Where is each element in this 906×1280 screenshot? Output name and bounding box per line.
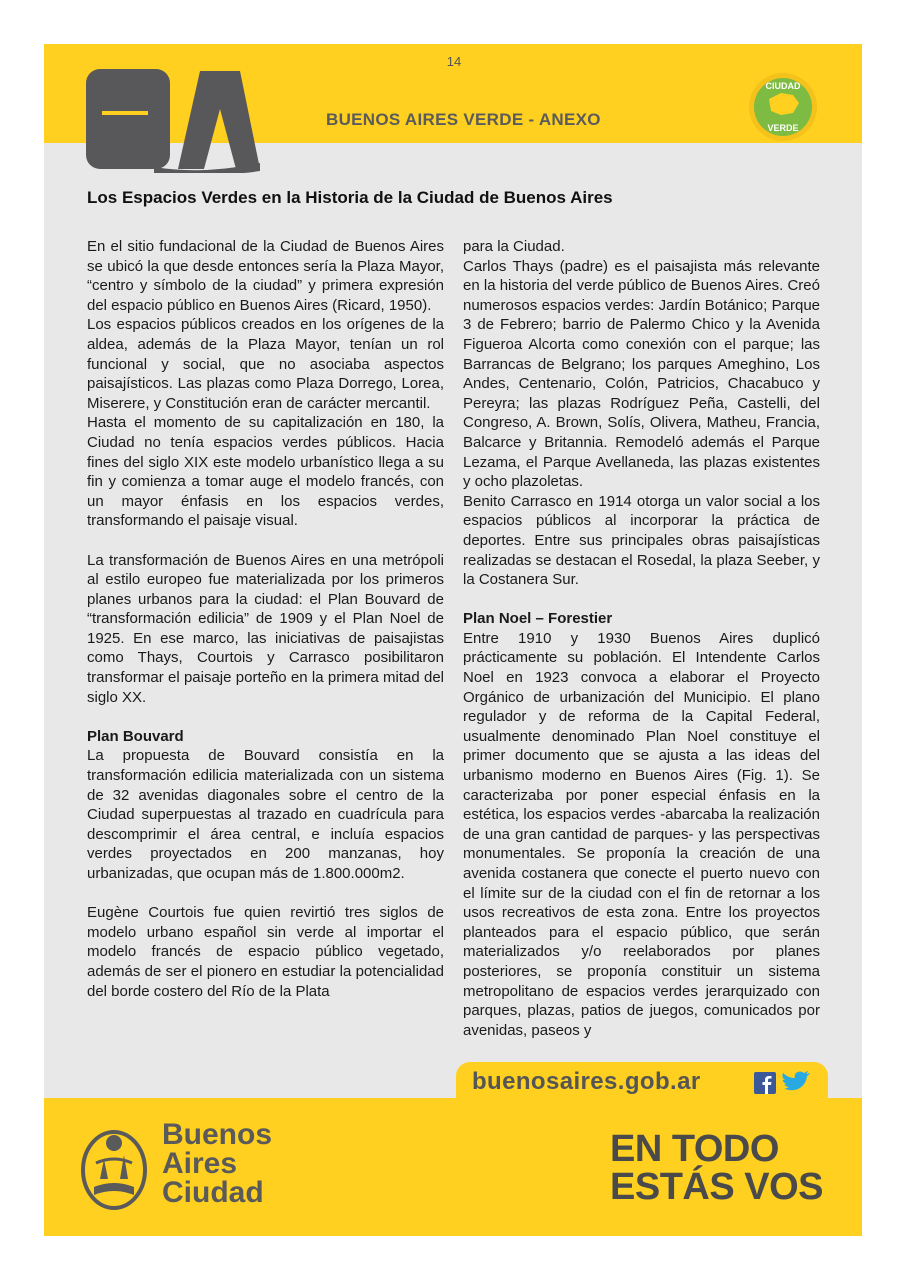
paragraph: La transformación de Buenos Aires en una metrópoli al estilo europeo fue materializada por los primeros planes urbanos para la ciudad: el Plan Bouvard de “transformación edilicia” de 1909 y el Plan Noel de 1925. En ese marco, las iniciativas de paisajistas como Thays, Courtois y Carrasco posibilitaron transformar el paisaje porteño en la primera mitad del siglo XX. [87,551,444,706]
left-column [87,237,444,1001]
ba-logo [84,67,260,173]
slogan [610,1130,823,1206]
page-header [44,44,862,143]
paragraph: Benito Carrasco en 1914 otorga un valor social a los espacios públicos al incorporar la práctica de deportes. Entre sus principales obras paisajísticas realizadas se destacan el Rosedal, la plaza Seeber, y la Costanera Sur. [463,492,820,589]
buenos-aires-ciudad-wordmark [162,1120,272,1207]
brand-line: Aires [162,1147,238,1180]
spacer [463,590,820,610]
paragraph: Hasta el momento de su capitalización en 180, la Ciudad no tenía espacios verdes públicos. Hacia fines del siglo XIX este modelo urbanístico llega a su fin y comienza a tomar auge el modelo francés, con un mayor énfasis en los espacios verdes, transformando el paisaje visual. [87,414,444,530]
facebook-icon[interactable] [754,1072,776,1094]
slogan-line: ESTÁS VOS [610,1166,823,1208]
website-tab[interactable] [456,1062,828,1102]
paragraph: Eugène Courtois fue quien revirtió tres siglos de modelo urbano español sin verde al importar el modelo francés de espacio público vegetado, además de ser el pionero en estudiar la potencialidad del borde costero del Río de la Plata [87,904,444,1000]
city-emblem-icon [80,1125,148,1211]
paragraph: La propuesta de Bouvard consistía en la transformación edilicia materializada con un sistema de 32 avenidas diagonales sobre el centro de la Ciudad superpuestas al trazado en cuadrícula para descomprimir el área central, e incluía espacios verdes proyectados en 200 manzanas, hoy urbanizadas, que ocupan más de 1.800.000m2. [87,747,444,882]
paragraph: Entre 1910 y 1930 Buenos Aires duplicó prácticamente su población. El Intendente Carlos Noel en 1923 convoca a elaborar el Proyecto Orgánico de urbanización del Municipio. El plano regulador y de reforma de la Capital Federal, usualmente denominado Plan Noel constituye el primer documento que se ajusta a las ideas del urbanismo moderno en Buenos Aires (Fig. 1). Se caracterizaba por poner especial énfasis en la estética, los espacios verdes -abarcaba la realización de una gran cantidad de parques- y las perspectivas monumentales. Se proponía la creación de una avenida costanera que conecte el puerto nuevo con el límite sur de la ciudad con el fin de retornar a los usos recreativos de esta zona. Entre los proyectos planteados para el espacio público, que serán materializados y/o reelaborados por planes posteriores, se proponía constituir un sistema metropolitano de espacios verdes jerarquizado con parques, plazas, patios de juegos, comunicados por avenidas, paseos y [463,629,820,1039]
badge-text-bottom: VERDE [767,123,799,133]
document-page [44,44,862,1236]
brand-line: Buenos [162,1118,273,1151]
header-title: BUENOS AIRES VERDE - ANEXO [326,110,601,129]
badge-text-top: CIUDAD [765,81,801,91]
ciudad-verde-badge [747,71,819,143]
twitter-icon[interactable] [782,1071,810,1090]
paragraph: para la Ciudad. [463,238,565,255]
slogan-line: EN TODO [610,1128,779,1170]
paragraph: Carlos Thays (padre) es el paisajista más relevante en la historia del verde público de Buenos Aires. Creó numerosos espacios verdes: Jardín Botánico; Parque 3 de Febrero; barrio de Palermo Chico y la Avenida Figueroa Alcorta como conexión con el parque; las Barrancas de Belgrano; los parques Ameghino, Los Andes, Centenario, Colón, Patricios, Chacabuco y Pereyra; las plazas Rodríguez Peña, Castelli, del Congreso, A. Brown, Solís, Olivera, Matheu, Francia, Balcarce y Britannia. Remodeló además el Parque Lezama, el Parque Avellaneda, las plazas existentes y ocho plazoletas. [463,257,820,491]
paragraph: Los espacios públicos creados en los orígenes de la aldea, además de la Plaza Mayor, tenían un rol funcional y social, que no asociaba aspectos paisajísticos. Las plazas como Plaza Dorrego, Lorea, Miserere, y Constitución eran de carácter mercantil. [87,316,444,412]
spacer [87,531,444,551]
website-url[interactable]: buenosaires.gob.ar [472,1068,701,1095]
spacer [87,884,444,904]
spacer [87,707,444,727]
brand-line: Ciudad [162,1176,264,1209]
document-title: Los Espacios Verdes en la Historia de la Ciudad de Buenos Aires [87,188,613,207]
social-icons [754,1070,814,1096]
page-number: 14 [446,54,462,69]
section-heading-bouvard: Plan Bouvard [87,727,184,745]
section-heading-noel: Plan Noel – Forestier [463,610,613,628]
right-column [463,237,820,1040]
paragraph: En el sitio fundacional de la Ciudad de Buenos Aires se ubicó la que desde entonces sería la Plaza Mayor, “centro y símbolo de la ciudad” y primera expresión del espacio público en Buenos Aires (Ricard, 1950). [87,238,444,314]
page-footer [44,1098,862,1236]
